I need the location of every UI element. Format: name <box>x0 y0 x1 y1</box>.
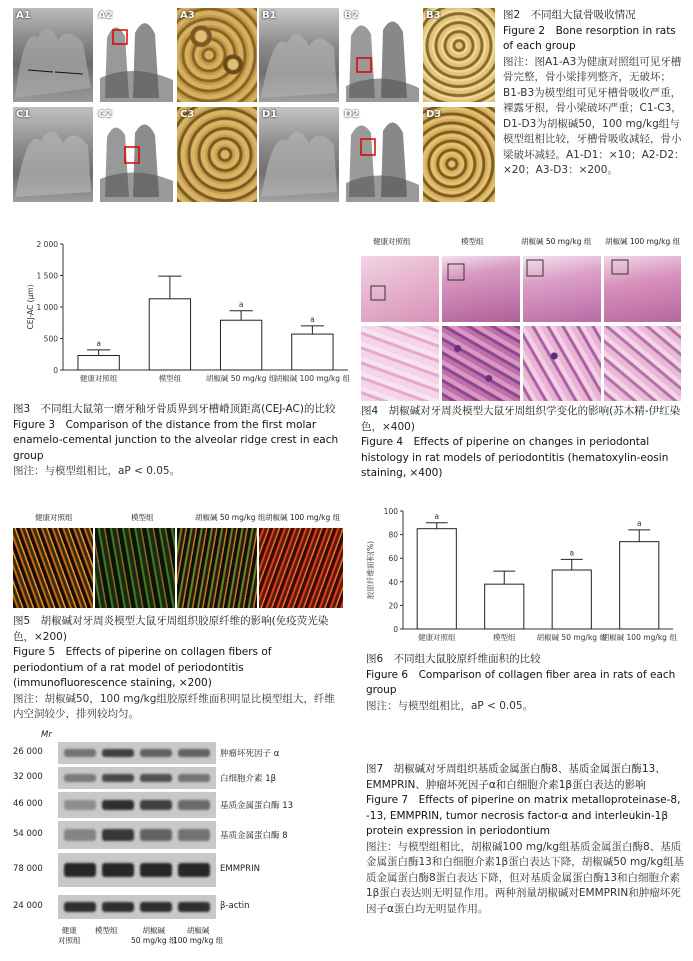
y-tick-label: 1 500 <box>36 271 58 281</box>
bar <box>149 299 190 370</box>
he-image <box>523 326 601 401</box>
significance-mark: a <box>310 314 315 324</box>
panel-label: A1 <box>16 10 31 21</box>
y-tick-label: 2 000 <box>36 240 58 249</box>
panel-label: C2 <box>98 109 113 120</box>
molecular-weight-label: 26 000 <box>13 747 43 757</box>
fig2-panel-d2 <box>341 107 421 202</box>
fig2-panel-a2 <box>95 8 175 102</box>
panel-label: C1 <box>16 109 31 120</box>
molecular-weight-label: 54 000 <box>13 829 43 839</box>
protein-band <box>64 829 96 840</box>
bar <box>78 356 119 370</box>
panel-label: D1 <box>262 109 278 120</box>
fig2-caption <box>503 8 685 179</box>
blot-strip <box>58 767 216 789</box>
y-tick-label: 100 <box>383 507 398 516</box>
molecular-weight-label: 24 000 <box>13 901 43 911</box>
lane-label: 胡椒碱 50 mg/kg 组 <box>131 926 177 945</box>
protein-band <box>102 829 134 840</box>
fig7-note: 图注：与模型组相比，胡椒碱100 mg/kg组基质金属蛋白酶8、基质金属蛋白酶13和白细胞介素1β蛋白表达下降，胡椒碱50 mg/kg组基质金属蛋白酶8蛋白表达下降，但对基质金属蛋白酶13和白细胞介素1β蛋白表达则无明显作用。两种剂量胡椒碱对EMMPRIN和肿瘤坏死因子α蛋白均无明显作用。 <box>366 840 685 915</box>
fig4-image-grid <box>361 236 681 401</box>
protein-band <box>64 749 96 758</box>
fig6-caption-en: Figure 6 Comparison of collagen fiber area in rats of each group <box>366 668 676 696</box>
fig2-caption-cn: 图2 不同组大鼠骨吸收情况 <box>503 9 636 21</box>
protein-label: 白细胞介素 1β <box>220 774 277 784</box>
protein-band <box>102 902 134 912</box>
fig2-note: 图注：图A1-A3为健康对照组可见牙槽骨完整，骨小梁排列整齐，无破坏；B1-B3为模型组可见牙槽骨吸收严重，裸露牙根，骨小梁破坏严重；C1-C3，D1-D3为胡椒碱50，100 mg/kg组与模型组相比较，牙槽骨吸收减轻，骨小梁破坏减轻。A1-D1：×10；A2-D2：×20；A3-D3：×200。 <box>503 55 685 176</box>
x-tick-label: 胡椒碱 100 mg/kg 组 <box>601 633 677 642</box>
fig4-caption-cn: 图4 胡椒碱对牙周炎模型大鼠牙周组织学变化的影响(苏木精-伊红染色，×400) <box>361 405 681 433</box>
panel-label: B2 <box>344 10 359 21</box>
x-tick-label: 模型组 <box>158 374 182 383</box>
fig5-caption-en: Figure 5 Effects of piperine on collagen fibers of periodontium of a rat model of periodontitis (immunofluorescence staining, ×200) <box>13 646 272 689</box>
protein-band <box>178 902 210 912</box>
fig2-panel-a1 <box>13 8 93 102</box>
bar <box>417 529 456 629</box>
protein-band <box>178 829 210 840</box>
fig7-caption-cn: 图7 胡椒碱对牙周组织基质金属蛋白酶8、基质金属蛋白酶13、EMMPRIN、肿瘤坏死因子α和白细胞介素1β蛋白表达的影响 <box>366 763 666 791</box>
panel-label: A2 <box>98 10 113 21</box>
fig5-group-label: 胡椒碱 50 mg/kg 组 <box>195 513 266 522</box>
blot-strip <box>58 895 216 919</box>
bar <box>292 334 333 370</box>
fig2-image-grid <box>13 8 495 202</box>
protein-band <box>178 749 210 758</box>
y-tick-label: 60 <box>388 554 398 564</box>
fig7-western-blot <box>13 730 333 956</box>
fluorescence-image <box>259 528 343 608</box>
fig7-caption <box>366 762 686 917</box>
fig5-group-label: 模型组 <box>131 513 154 522</box>
fig3-note: 图注：与模型组相比，aP < 0.05。 <box>13 465 181 477</box>
fig2-panel-b3 <box>423 8 495 102</box>
fig2-panel-a3 <box>177 8 257 102</box>
x-tick-label: 健康对照组 <box>418 633 456 642</box>
panel-label: A3 <box>180 10 195 21</box>
y-tick-label: 0 <box>53 366 58 375</box>
x-tick-label: 胡椒碱 50 mg/kg 组 <box>205 374 277 383</box>
mr-header: Mr <box>41 730 52 740</box>
fig4-group-label: 胡椒碱 100 mg/kg 组 <box>605 237 681 246</box>
protein-label: EMMPRIN <box>220 864 260 874</box>
protein-label: 基质金属蛋白酶 13 <box>220 801 294 811</box>
he-image <box>361 256 439 322</box>
protein-band <box>140 863 172 877</box>
fluorescence-image <box>177 528 257 608</box>
y-tick-label: 20 <box>388 601 398 611</box>
fig5-caption <box>13 614 345 723</box>
y-axis-label: CEJ-AC (μm) <box>26 284 35 330</box>
fig4-group-label: 健康对照组 <box>373 237 411 246</box>
x-tick-label: 健康对照组 <box>79 374 118 383</box>
protein-label: 肿瘤坏死因子 α <box>220 749 280 759</box>
fig2-panel-d3 <box>423 107 495 202</box>
he-image <box>442 256 520 322</box>
bar <box>552 570 591 629</box>
fig6-caption-cn: 图6 不同组大鼠胶原纤维面积的比较 <box>366 653 541 665</box>
blot-strip <box>58 792 216 818</box>
fig2-panel-c3 <box>177 107 257 202</box>
lane-label: 健康 对照组 <box>58 926 81 945</box>
fig6-note: 图注：与模型组相比，aP < 0.05。 <box>366 699 534 712</box>
he-image <box>604 256 681 322</box>
panel-label: B3 <box>426 10 441 21</box>
protein-band <box>64 863 96 877</box>
fig2-panel-c1 <box>13 107 93 202</box>
protein-band <box>140 774 172 783</box>
panel-label: D3 <box>426 109 442 120</box>
fig3-caption <box>13 402 348 480</box>
fluorescence-image <box>13 528 93 608</box>
bar <box>220 320 261 370</box>
fig4-caption <box>361 404 683 482</box>
he-image <box>442 326 520 401</box>
x-tick-label: 模型组 <box>493 633 516 642</box>
lane-label: 胡椒碱 100 mg/kg 组 <box>173 926 224 945</box>
protein-band <box>102 863 134 877</box>
he-image <box>604 326 681 401</box>
panel-label: B1 <box>262 10 277 21</box>
protein-band <box>102 800 134 810</box>
fig5-caption-cn: 图5 胡椒碱对牙周炎模型大鼠牙周组织胶原纤维的影响(免疫荧光染色，×200) <box>13 615 329 643</box>
molecular-weight-label: 32 000 <box>13 772 43 782</box>
fluorescence-image <box>95 528 175 608</box>
fig2-panel-b1 <box>259 8 339 102</box>
fig4-caption-en: Figure 4 Effects of piperine on changes in periodontal histology in rat models of periodontitis (hematoxylin-eosin staining, ×400) <box>361 436 669 479</box>
protein-band <box>140 902 172 912</box>
he-image <box>361 326 439 401</box>
protein-band <box>178 863 210 877</box>
fig5-image-strip <box>13 512 343 608</box>
bar <box>620 542 659 629</box>
bar <box>485 584 524 629</box>
fig2-panel-c2 <box>95 107 175 202</box>
molecular-weight-label: 78 000 <box>13 864 43 874</box>
panel-label: C3 <box>180 109 195 120</box>
lane-label: 模型组 <box>95 926 118 935</box>
y-tick-label: 1 000 <box>36 303 58 312</box>
protein-band <box>178 800 210 810</box>
fig3-caption-en: Figure 3 Comparison of the distance from the first molar enamelo-cemental junction to the alveolar ridge crest in each group <box>13 418 339 462</box>
fig6-bar-chart <box>361 503 681 648</box>
fig5-note: 图注：胡椒碱50，100 mg/kg组胶原纤维面积明显比模型组大，纤维内空洞较少，排列较均匀。 <box>13 692 335 720</box>
fig5-group-label: 健康对照组 <box>35 513 73 522</box>
x-tick-label: 胡椒碱 100 mg/kg 组 <box>274 374 350 383</box>
molecular-weight-label: 46 000 <box>13 799 43 809</box>
protein-band <box>64 800 96 810</box>
fig7-caption-en: Figure 7 Effects of piperine on matrix metalloproteinase-8, -13, EMMPRIN, tumor necrosis factor-α and interleukin-1β protein expression in periodontium <box>366 794 681 837</box>
significance-mark: a <box>569 548 575 558</box>
protein-band <box>140 749 172 758</box>
y-tick-label: 0 <box>393 625 398 634</box>
fig4-group-label: 胡椒碱 50 mg/kg 组 <box>521 237 592 246</box>
significance-mark: a <box>434 511 440 521</box>
protein-band <box>178 774 210 783</box>
y-tick-label: 40 <box>388 577 398 587</box>
fig2-panel-b2 <box>341 8 421 102</box>
significance-mark: a <box>636 518 642 528</box>
protein-band <box>102 774 134 783</box>
protein-band <box>140 800 172 810</box>
fig3-caption-cn: 图3 不同组大鼠第一磨牙釉牙骨质界到牙槽嵴顶距离(CEJ-AC)的比较 <box>13 403 336 415</box>
he-image <box>523 256 601 322</box>
y-axis-label: 胶原纤维面积(%) <box>366 541 375 599</box>
blot-strip <box>58 742 216 764</box>
panel-label: D2 <box>344 109 360 120</box>
blot-strip <box>58 853 216 887</box>
fig6-caption <box>366 652 684 714</box>
fig5-group-label: 胡椒碱 100 mg/kg 组 <box>265 513 341 522</box>
fig2-panel-d1 <box>259 107 339 202</box>
protein-band <box>102 749 134 758</box>
fig3-bar-chart <box>13 236 358 396</box>
blot-strip <box>58 821 216 849</box>
protein-band <box>64 774 96 783</box>
protein-band <box>64 902 96 912</box>
significance-mark: a <box>96 338 101 348</box>
fig4-group-label: 模型组 <box>461 237 484 246</box>
y-tick-label: 80 <box>388 530 398 540</box>
protein-band <box>140 829 172 840</box>
fig2-caption-en: Figure 2 Bone resorption in rats of each group <box>503 24 676 52</box>
y-tick-label: 500 <box>43 334 58 344</box>
protein-label: 基质金属蛋白酶 8 <box>220 831 288 841</box>
x-tick-label: 胡椒碱 50 mg/kg 组 <box>536 633 607 642</box>
protein-label: β-actin <box>220 901 250 911</box>
significance-mark: a <box>238 299 244 309</box>
